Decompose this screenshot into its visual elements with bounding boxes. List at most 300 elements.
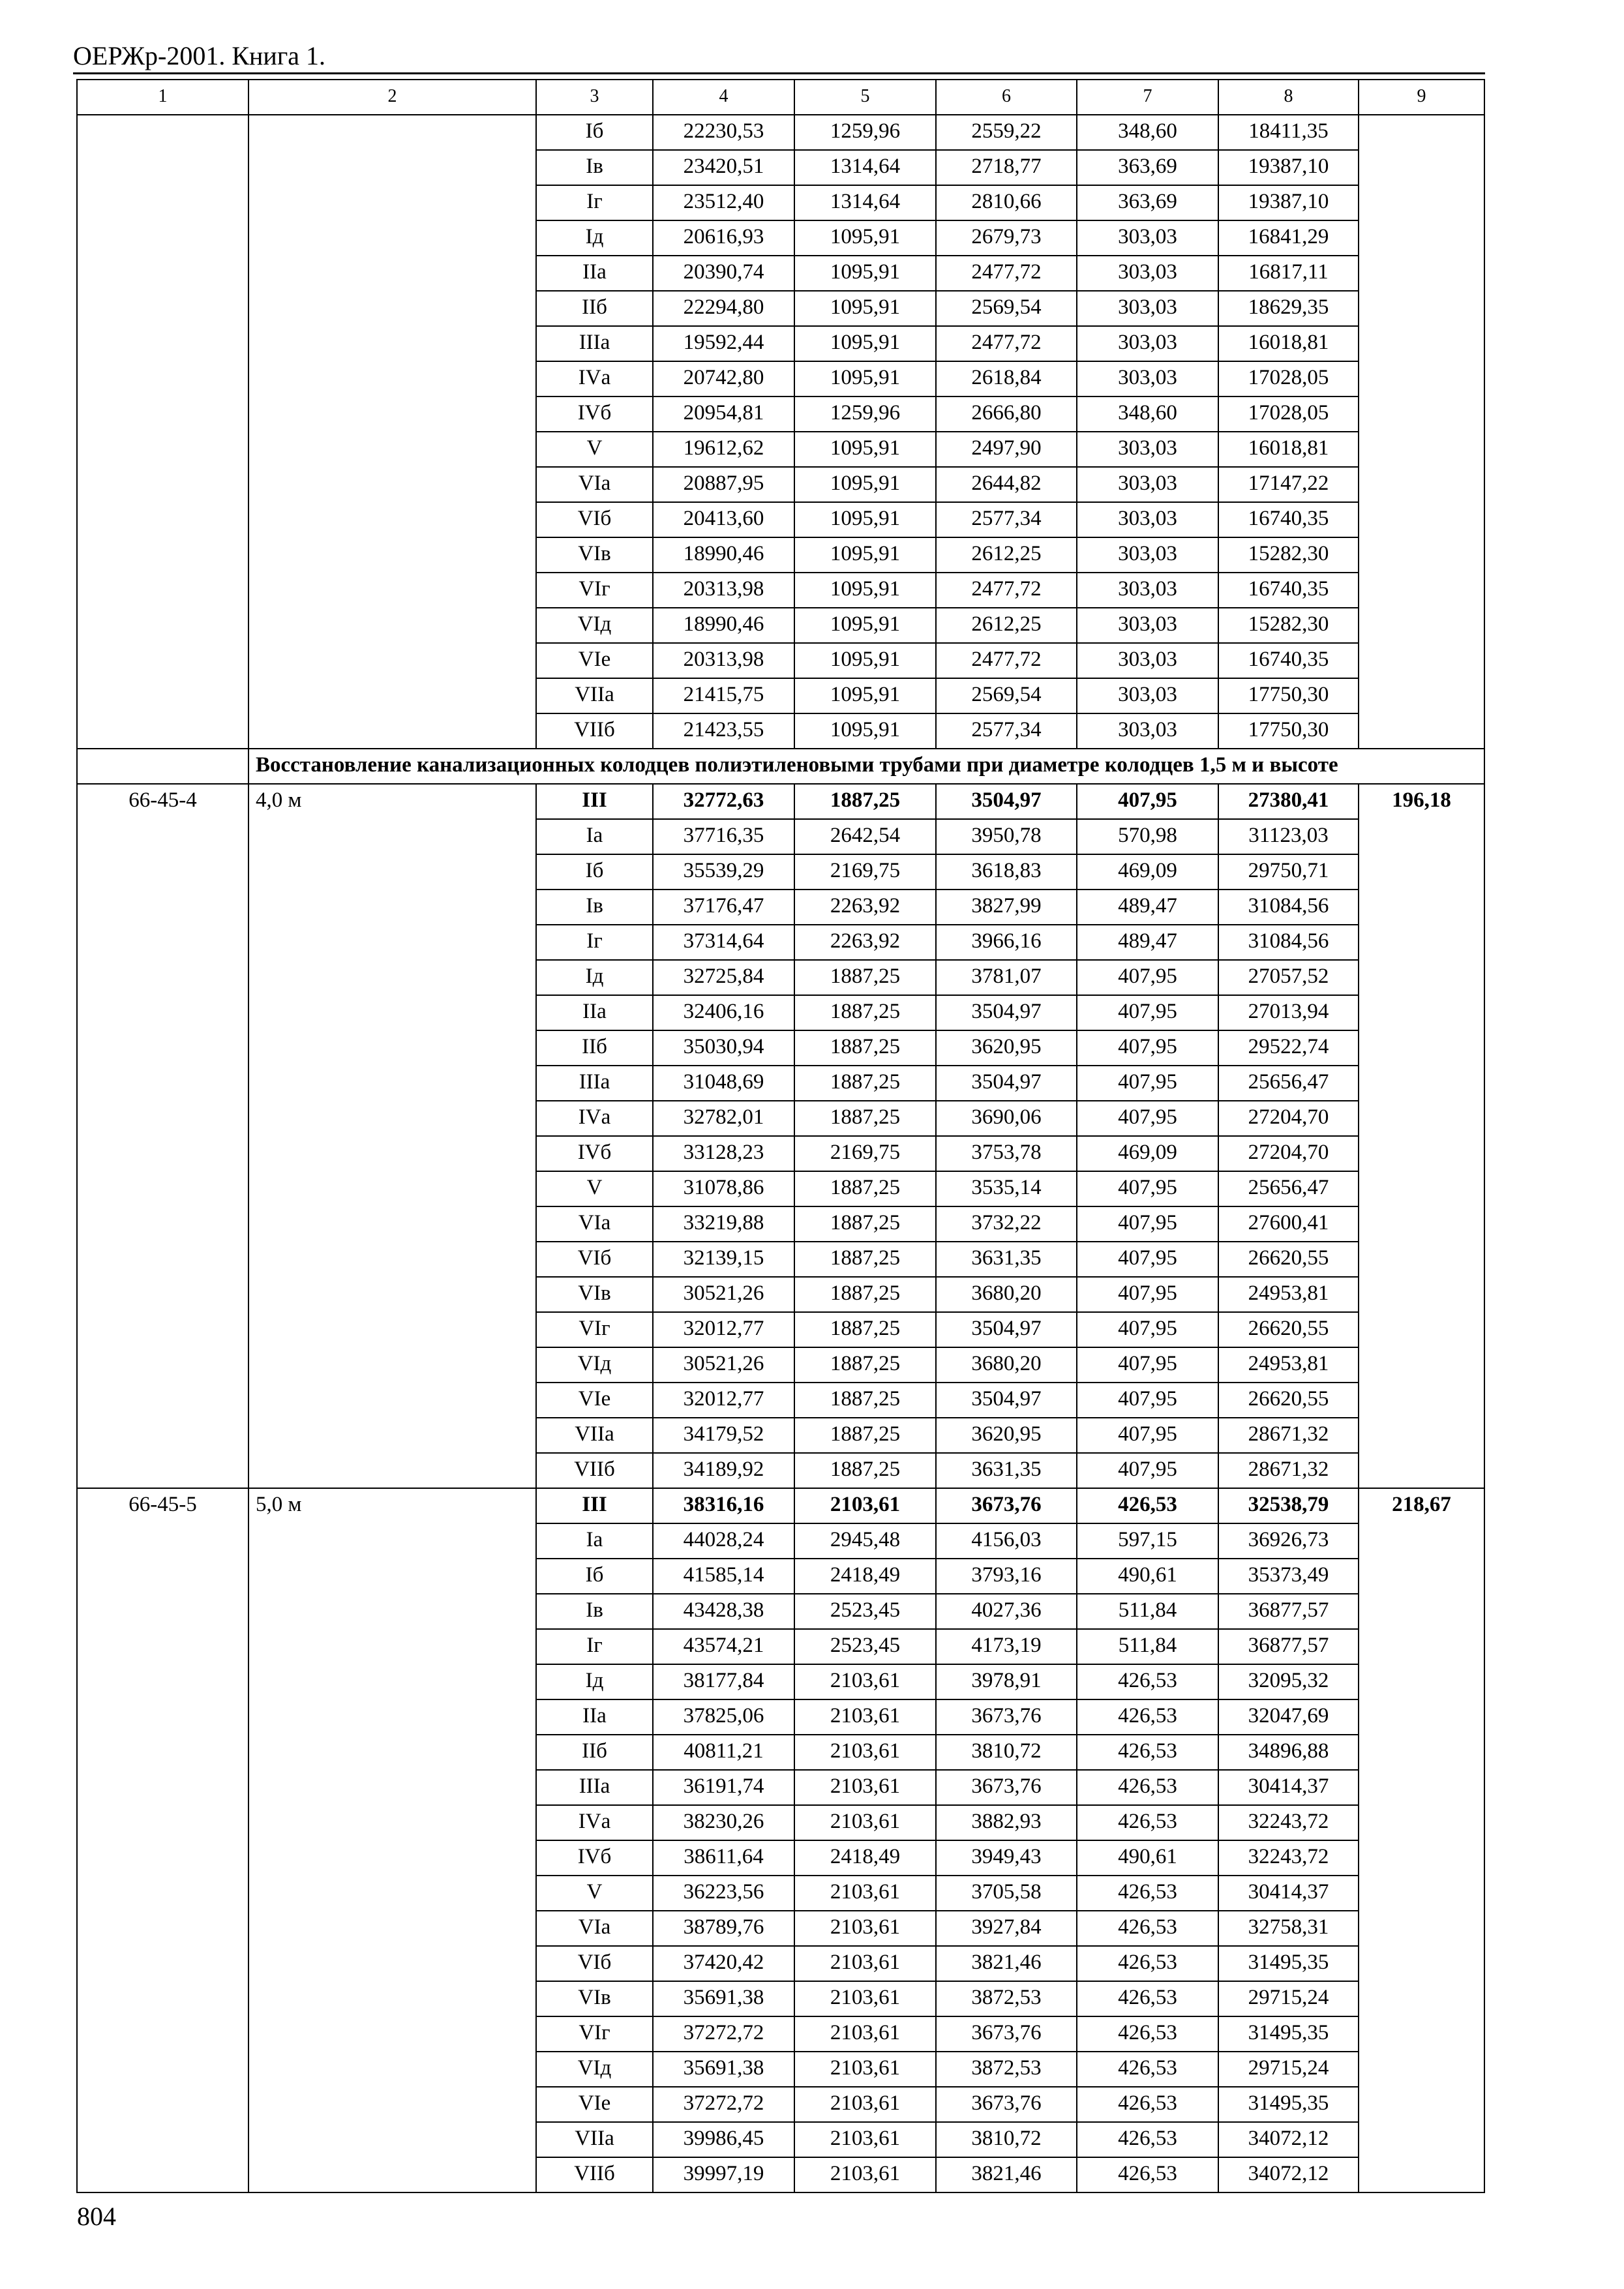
zone-cell: VIа bbox=[536, 1911, 653, 1946]
value-cell: 407,95 bbox=[1077, 1171, 1218, 1206]
zone-cell: VIв bbox=[536, 1981, 653, 2016]
value-cell: 16018,81 bbox=[1218, 326, 1359, 361]
value-cell: 2618,84 bbox=[936, 361, 1077, 396]
zone-cell: VIб bbox=[536, 1242, 653, 1277]
value-cell: 22294,80 bbox=[653, 291, 794, 326]
value-cell: 17028,05 bbox=[1218, 361, 1359, 396]
value-cell: 27057,52 bbox=[1218, 960, 1359, 995]
value-cell: 407,95 bbox=[1077, 1347, 1218, 1383]
value-cell: 2418,49 bbox=[794, 1559, 936, 1594]
value-cell: 20742,80 bbox=[653, 361, 794, 396]
value-cell: 3827,99 bbox=[936, 890, 1077, 925]
value-cell: 426,53 bbox=[1077, 2122, 1218, 2157]
value-cell: 3927,84 bbox=[936, 1911, 1077, 1946]
value-cell: 32538,79 bbox=[1218, 1488, 1359, 1523]
value-cell: 1887,25 bbox=[794, 1277, 936, 1312]
value-cell: 1887,25 bbox=[794, 1242, 936, 1277]
value-cell: 3673,76 bbox=[936, 2016, 1077, 2052]
value-cell: 3810,72 bbox=[936, 1735, 1077, 1770]
zone-cell: IIб bbox=[536, 1735, 653, 1770]
value-cell: 303,03 bbox=[1077, 537, 1218, 573]
value-cell: 15282,30 bbox=[1218, 608, 1359, 643]
value-cell: 38789,76 bbox=[653, 1911, 794, 1946]
value-cell: 31084,56 bbox=[1218, 890, 1359, 925]
value-cell: 489,47 bbox=[1077, 925, 1218, 960]
value-cell: 490,61 bbox=[1077, 1840, 1218, 1876]
value-cell: 3673,76 bbox=[936, 2087, 1077, 2122]
zone-cell: III bbox=[536, 784, 653, 819]
value-cell: 43574,21 bbox=[653, 1629, 794, 1664]
value-cell: 30521,26 bbox=[653, 1347, 794, 1383]
value-cell: 35691,38 bbox=[653, 2052, 794, 2087]
value-cell: 27380,41 bbox=[1218, 784, 1359, 819]
value-cell: 4156,03 bbox=[936, 1523, 1077, 1559]
table-body bbox=[77, 80, 1484, 2192]
value-cell: 3949,43 bbox=[936, 1840, 1077, 1876]
value-cell: 34072,12 bbox=[1218, 2122, 1359, 2157]
value-cell: 1095,91 bbox=[794, 537, 936, 573]
value-cell: 3950,78 bbox=[936, 819, 1077, 854]
zone-cell: IIа bbox=[536, 995, 653, 1030]
value-cell: 20413,60 bbox=[653, 502, 794, 537]
value-cell: 303,03 bbox=[1077, 256, 1218, 291]
value-cell: 3753,78 bbox=[936, 1136, 1077, 1171]
value-cell: 426,53 bbox=[1077, 1699, 1218, 1735]
value-cell: 2679,73 bbox=[936, 220, 1077, 256]
value-cell: 3620,95 bbox=[936, 1030, 1077, 1066]
value-cell: 35539,29 bbox=[653, 854, 794, 890]
value-cell: 2559,22 bbox=[936, 115, 1077, 150]
value-cell: 19592,44 bbox=[653, 326, 794, 361]
value-cell: 16018,81 bbox=[1218, 432, 1359, 467]
value-cell: 426,53 bbox=[1077, 1876, 1218, 1911]
value-cell: 32047,69 bbox=[1218, 1699, 1359, 1735]
value-cell: 2103,61 bbox=[794, 1981, 936, 2016]
value-cell: 27600,41 bbox=[1218, 1206, 1359, 1242]
zone-cell: Iг bbox=[536, 185, 653, 220]
column-number: 7 bbox=[1077, 80, 1218, 115]
value-cell: 2523,45 bbox=[794, 1629, 936, 1664]
zone-cell: V bbox=[536, 1171, 653, 1206]
value-cell: 16740,35 bbox=[1218, 573, 1359, 608]
zone-cell: IIа bbox=[536, 1699, 653, 1735]
value-cell: 2945,48 bbox=[794, 1523, 936, 1559]
value-cell: 26620,55 bbox=[1218, 1312, 1359, 1347]
value-cell: 1887,25 bbox=[794, 1101, 936, 1136]
value-cell: 16817,11 bbox=[1218, 256, 1359, 291]
value-cell: 363,69 bbox=[1077, 185, 1218, 220]
value-cell: 2569,54 bbox=[936, 678, 1077, 713]
value-cell: 2418,49 bbox=[794, 1840, 936, 1876]
value-cell: 27204,70 bbox=[1218, 1101, 1359, 1136]
value-cell: 1887,25 bbox=[794, 1171, 936, 1206]
value-cell: 3680,20 bbox=[936, 1347, 1077, 1383]
running-header: ОЕРЖр-2001. Книга 1. bbox=[73, 41, 325, 70]
value-cell: 303,03 bbox=[1077, 361, 1218, 396]
section-row bbox=[77, 749, 1484, 784]
value-cell: 40811,21 bbox=[653, 1735, 794, 1770]
value-cell: 37272,72 bbox=[653, 2087, 794, 2122]
value-cell: 28671,32 bbox=[1218, 1418, 1359, 1453]
value-cell: 18629,35 bbox=[1218, 291, 1359, 326]
zone-cell: IIIа bbox=[536, 326, 653, 361]
value-cell: 303,03 bbox=[1077, 291, 1218, 326]
value-cell: 1095,91 bbox=[794, 467, 936, 502]
value-cell: 1095,91 bbox=[794, 713, 936, 749]
zone-cell: Iг bbox=[536, 925, 653, 960]
value-cell: 29715,24 bbox=[1218, 1981, 1359, 2016]
value-cell: 2642,54 bbox=[794, 819, 936, 854]
value-cell: 3535,14 bbox=[936, 1171, 1077, 1206]
zone-cell: VIIа bbox=[536, 1418, 653, 1453]
zone-cell: Iв bbox=[536, 150, 653, 185]
zone-cell: IIIа bbox=[536, 1770, 653, 1805]
col9-value: 196,18 bbox=[1359, 784, 1484, 1488]
value-cell: 2169,75 bbox=[794, 1136, 936, 1171]
zone-cell: VIв bbox=[536, 537, 653, 573]
value-cell: 2477,72 bbox=[936, 643, 1077, 678]
value-cell: 32758,31 bbox=[1218, 1911, 1359, 1946]
value-cell: 2103,61 bbox=[794, 1770, 936, 1805]
zone-cell: VIIа bbox=[536, 678, 653, 713]
column-number: 6 bbox=[936, 80, 1077, 115]
value-cell: 3504,97 bbox=[936, 995, 1077, 1030]
value-cell: 28671,32 bbox=[1218, 1453, 1359, 1488]
value-cell: 4173,19 bbox=[936, 1629, 1077, 1664]
section-title: Восстановление канализационных колодцев полиэтиленовыми трубами при диаметре колодцев 1,5 м и высоте bbox=[248, 749, 1484, 784]
value-cell: 19612,62 bbox=[653, 432, 794, 467]
value-cell: 3821,46 bbox=[936, 2157, 1077, 2192]
value-cell: 3882,93 bbox=[936, 1805, 1077, 1840]
value-cell: 31078,86 bbox=[653, 1171, 794, 1206]
value-cell: 407,95 bbox=[1077, 1277, 1218, 1312]
value-cell: 30414,37 bbox=[1218, 1770, 1359, 1805]
value-cell: 32139,15 bbox=[653, 1242, 794, 1277]
zone-cell: VIг bbox=[536, 1312, 653, 1347]
value-cell: 19387,10 bbox=[1218, 150, 1359, 185]
value-cell: 407,95 bbox=[1077, 1312, 1218, 1347]
value-cell: 1095,91 bbox=[794, 608, 936, 643]
value-cell: 426,53 bbox=[1077, 1664, 1218, 1699]
value-cell: 18990,46 bbox=[653, 537, 794, 573]
value-cell: 2612,25 bbox=[936, 608, 1077, 643]
value-cell: 2263,92 bbox=[794, 925, 936, 960]
value-cell: 2103,61 bbox=[794, 2087, 936, 2122]
value-cell: 3810,72 bbox=[936, 2122, 1077, 2157]
value-cell: 31495,35 bbox=[1218, 2016, 1359, 2052]
column-number: 8 bbox=[1218, 80, 1359, 115]
value-cell: 32782,01 bbox=[653, 1101, 794, 1136]
value-cell: 1095,91 bbox=[794, 220, 936, 256]
price-table bbox=[76, 79, 1485, 2193]
value-cell: 1887,25 bbox=[794, 1066, 936, 1101]
zone-cell: VIIб bbox=[536, 1453, 653, 1488]
table-row bbox=[77, 1488, 1484, 1523]
value-cell: 20954,81 bbox=[653, 396, 794, 432]
value-cell: 19387,10 bbox=[1218, 185, 1359, 220]
value-cell: 407,95 bbox=[1077, 1383, 1218, 1418]
value-cell: 1887,25 bbox=[794, 1383, 936, 1418]
value-cell: 348,60 bbox=[1077, 396, 1218, 432]
value-cell: 426,53 bbox=[1077, 2157, 1218, 2192]
value-cell: 426,53 bbox=[1077, 1488, 1218, 1523]
value-cell: 1095,91 bbox=[794, 678, 936, 713]
value-cell: 24953,81 bbox=[1218, 1277, 1359, 1312]
value-cell: 348,60 bbox=[1077, 115, 1218, 150]
value-cell: 31495,35 bbox=[1218, 1946, 1359, 1981]
value-cell: 18990,46 bbox=[653, 608, 794, 643]
value-cell: 36877,57 bbox=[1218, 1594, 1359, 1629]
value-cell: 38230,26 bbox=[653, 1805, 794, 1840]
zone-cell: VIе bbox=[536, 2087, 653, 2122]
value-cell: 3504,97 bbox=[936, 1383, 1077, 1418]
value-cell: 32012,77 bbox=[653, 1312, 794, 1347]
value-cell: 3732,22 bbox=[936, 1206, 1077, 1242]
rate-code: 66-45-4 bbox=[77, 784, 248, 1488]
value-cell: 17028,05 bbox=[1218, 396, 1359, 432]
zone-cell: Iв bbox=[536, 890, 653, 925]
col9-cell-empty bbox=[1359, 115, 1484, 749]
value-cell: 1887,25 bbox=[794, 1312, 936, 1347]
value-cell: 3631,35 bbox=[936, 1242, 1077, 1277]
value-cell: 36926,73 bbox=[1218, 1523, 1359, 1559]
rate-name: 4,0 м bbox=[248, 784, 536, 1488]
value-cell: 1887,25 bbox=[794, 995, 936, 1030]
zone-cell: Iа bbox=[536, 819, 653, 854]
value-cell: 15282,30 bbox=[1218, 537, 1359, 573]
value-cell: 303,03 bbox=[1077, 608, 1218, 643]
value-cell: 35691,38 bbox=[653, 1981, 794, 2016]
zone-cell: IIIа bbox=[536, 1066, 653, 1101]
value-cell: 23512,40 bbox=[653, 185, 794, 220]
value-cell: 2644,82 bbox=[936, 467, 1077, 502]
column-number: 1 bbox=[77, 80, 248, 115]
value-cell: 20887,95 bbox=[653, 467, 794, 502]
value-cell: 511,84 bbox=[1077, 1594, 1218, 1629]
value-cell: 1887,25 bbox=[794, 960, 936, 995]
value-cell: 1887,25 bbox=[794, 1206, 936, 1242]
value-cell: 36223,56 bbox=[653, 1876, 794, 1911]
value-cell: 469,09 bbox=[1077, 854, 1218, 890]
value-cell: 33219,88 bbox=[653, 1206, 794, 1242]
zone-cell: IVб bbox=[536, 396, 653, 432]
value-cell: 407,95 bbox=[1077, 995, 1218, 1030]
zone-cell: IVб bbox=[536, 1840, 653, 1876]
zone-cell: VIд bbox=[536, 608, 653, 643]
value-cell: 2523,45 bbox=[794, 1594, 936, 1629]
zone-cell: Iа bbox=[536, 1523, 653, 1559]
zone-cell: Iб bbox=[536, 1559, 653, 1594]
col9-value: 218,67 bbox=[1359, 1488, 1484, 2192]
value-cell: 303,03 bbox=[1077, 678, 1218, 713]
zone-cell: Iд bbox=[536, 960, 653, 995]
value-cell: 303,03 bbox=[1077, 643, 1218, 678]
value-cell: 37716,35 bbox=[653, 819, 794, 854]
value-cell: 426,53 bbox=[1077, 2052, 1218, 2087]
value-cell: 3781,07 bbox=[936, 960, 1077, 995]
zone-cell: VIд bbox=[536, 2052, 653, 2087]
value-cell: 1887,25 bbox=[794, 1453, 936, 1488]
table-row bbox=[77, 115, 1484, 150]
value-cell: 1314,64 bbox=[794, 150, 936, 185]
value-cell: 489,47 bbox=[1077, 890, 1218, 925]
value-cell: 511,84 bbox=[1077, 1629, 1218, 1664]
value-cell: 426,53 bbox=[1077, 1735, 1218, 1770]
zone-cell: VIб bbox=[536, 502, 653, 537]
zone-cell: Iб bbox=[536, 854, 653, 890]
value-cell: 3631,35 bbox=[936, 1453, 1077, 1488]
value-cell: 16841,29 bbox=[1218, 220, 1359, 256]
value-cell: 1095,91 bbox=[794, 291, 936, 326]
value-cell: 303,03 bbox=[1077, 432, 1218, 467]
value-cell: 34189,92 bbox=[653, 1453, 794, 1488]
value-cell: 26620,55 bbox=[1218, 1242, 1359, 1277]
value-cell: 20390,74 bbox=[653, 256, 794, 291]
value-cell: 3690,06 bbox=[936, 1101, 1077, 1136]
zone-cell: IVб bbox=[536, 1136, 653, 1171]
value-cell: 2103,61 bbox=[794, 1911, 936, 1946]
value-cell: 3618,83 bbox=[936, 854, 1077, 890]
value-cell: 32243,72 bbox=[1218, 1840, 1359, 1876]
value-cell: 2666,80 bbox=[936, 396, 1077, 432]
section-spacer bbox=[77, 749, 248, 784]
value-cell: 303,03 bbox=[1077, 326, 1218, 361]
value-cell: 36191,74 bbox=[653, 1770, 794, 1805]
value-cell: 426,53 bbox=[1077, 2016, 1218, 2052]
value-cell: 32243,72 bbox=[1218, 1805, 1359, 1840]
value-cell: 37825,06 bbox=[653, 1699, 794, 1735]
value-cell: 2103,61 bbox=[794, 2016, 936, 2052]
value-cell: 35373,49 bbox=[1218, 1559, 1359, 1594]
value-cell: 303,03 bbox=[1077, 713, 1218, 749]
value-cell: 1095,91 bbox=[794, 643, 936, 678]
value-cell: 426,53 bbox=[1077, 1911, 1218, 1946]
value-cell: 1095,91 bbox=[794, 256, 936, 291]
zone-cell: Iг bbox=[536, 1629, 653, 1664]
value-cell: 2103,61 bbox=[794, 2157, 936, 2192]
column-number: 9 bbox=[1359, 80, 1484, 115]
value-cell: 34072,12 bbox=[1218, 2157, 1359, 2192]
value-cell: 4027,36 bbox=[936, 1594, 1077, 1629]
value-cell: 20313,98 bbox=[653, 573, 794, 608]
zone-cell: IVа bbox=[536, 1101, 653, 1136]
value-cell: 2103,61 bbox=[794, 1488, 936, 1523]
value-cell: 407,95 bbox=[1077, 784, 1218, 819]
value-cell: 2103,61 bbox=[794, 2122, 936, 2157]
value-cell: 2103,61 bbox=[794, 1735, 936, 1770]
zone-cell: IIа bbox=[536, 256, 653, 291]
value-cell: 38316,16 bbox=[653, 1488, 794, 1523]
value-cell: 2718,77 bbox=[936, 150, 1077, 185]
value-cell: 407,95 bbox=[1077, 1453, 1218, 1488]
value-cell: 22230,53 bbox=[653, 115, 794, 150]
value-cell: 1259,96 bbox=[794, 396, 936, 432]
table-row bbox=[77, 784, 1484, 819]
value-cell: 426,53 bbox=[1077, 1770, 1218, 1805]
value-cell: 2612,25 bbox=[936, 537, 1077, 573]
value-cell: 3793,16 bbox=[936, 1559, 1077, 1594]
value-cell: 2103,61 bbox=[794, 1664, 936, 1699]
value-cell: 2569,54 bbox=[936, 291, 1077, 326]
value-cell: 407,95 bbox=[1077, 1242, 1218, 1277]
value-cell: 3680,20 bbox=[936, 1277, 1077, 1312]
value-cell: 2103,61 bbox=[794, 1876, 936, 1911]
value-cell: 31048,69 bbox=[653, 1066, 794, 1101]
zone-cell: V bbox=[536, 1876, 653, 1911]
value-cell: 3978,91 bbox=[936, 1664, 1077, 1699]
value-cell: 32406,16 bbox=[653, 995, 794, 1030]
value-cell: 17750,30 bbox=[1218, 678, 1359, 713]
value-cell: 3504,97 bbox=[936, 1066, 1077, 1101]
value-cell: 1887,25 bbox=[794, 1418, 936, 1453]
value-cell: 597,15 bbox=[1077, 1523, 1218, 1559]
value-cell: 570,98 bbox=[1077, 819, 1218, 854]
value-cell: 2103,61 bbox=[794, 1946, 936, 1981]
zone-cell: VIб bbox=[536, 1946, 653, 1981]
value-cell: 25656,47 bbox=[1218, 1066, 1359, 1101]
value-cell: 29522,74 bbox=[1218, 1030, 1359, 1066]
value-cell: 32095,32 bbox=[1218, 1664, 1359, 1699]
value-cell: 426,53 bbox=[1077, 1805, 1218, 1840]
rate-name: 5,0 м bbox=[248, 1488, 536, 2192]
value-cell: 2103,61 bbox=[794, 2052, 936, 2087]
zone-cell: VIIб bbox=[536, 2157, 653, 2192]
value-cell: 469,09 bbox=[1077, 1136, 1218, 1171]
value-cell: 3872,53 bbox=[936, 2052, 1077, 2087]
zone-cell: VIа bbox=[536, 467, 653, 502]
value-cell: 3821,46 bbox=[936, 1946, 1077, 1981]
value-cell: 3504,97 bbox=[936, 784, 1077, 819]
value-cell: 407,95 bbox=[1077, 1206, 1218, 1242]
value-cell: 1095,91 bbox=[794, 573, 936, 608]
value-cell: 490,61 bbox=[1077, 1559, 1218, 1594]
column-number: 2 bbox=[248, 80, 536, 115]
zone-cell: III bbox=[536, 1488, 653, 1523]
value-cell: 27013,94 bbox=[1218, 995, 1359, 1030]
value-cell: 23420,51 bbox=[653, 150, 794, 185]
value-cell: 2477,72 bbox=[936, 326, 1077, 361]
value-cell: 3705,58 bbox=[936, 1876, 1077, 1911]
value-cell: 31495,35 bbox=[1218, 2087, 1359, 2122]
value-cell: 2577,34 bbox=[936, 502, 1077, 537]
value-cell: 20616,93 bbox=[653, 220, 794, 256]
value-cell: 1095,91 bbox=[794, 326, 936, 361]
value-cell: 16740,35 bbox=[1218, 643, 1359, 678]
value-cell: 1887,25 bbox=[794, 1030, 936, 1066]
value-cell: 2577,34 bbox=[936, 713, 1077, 749]
value-cell: 38611,64 bbox=[653, 1840, 794, 1876]
value-cell: 35030,94 bbox=[653, 1030, 794, 1066]
value-cell: 24953,81 bbox=[1218, 1347, 1359, 1383]
value-cell: 363,69 bbox=[1077, 150, 1218, 185]
column-number: 3 bbox=[536, 80, 653, 115]
value-cell: 30521,26 bbox=[653, 1277, 794, 1312]
zone-cell: V bbox=[536, 432, 653, 467]
code-cell-empty bbox=[77, 115, 248, 749]
value-cell: 18411,35 bbox=[1218, 115, 1359, 150]
value-cell: 37314,64 bbox=[653, 925, 794, 960]
value-cell: 1887,25 bbox=[794, 1347, 936, 1383]
column-number-row bbox=[77, 80, 1484, 115]
value-cell: 31084,56 bbox=[1218, 925, 1359, 960]
value-cell: 1095,91 bbox=[794, 502, 936, 537]
value-cell: 2103,61 bbox=[794, 1699, 936, 1735]
value-cell: 2103,61 bbox=[794, 1805, 936, 1840]
value-cell: 303,03 bbox=[1077, 220, 1218, 256]
value-cell: 407,95 bbox=[1077, 1418, 1218, 1453]
zone-cell: VIа bbox=[536, 1206, 653, 1242]
value-cell: 21415,75 bbox=[653, 678, 794, 713]
